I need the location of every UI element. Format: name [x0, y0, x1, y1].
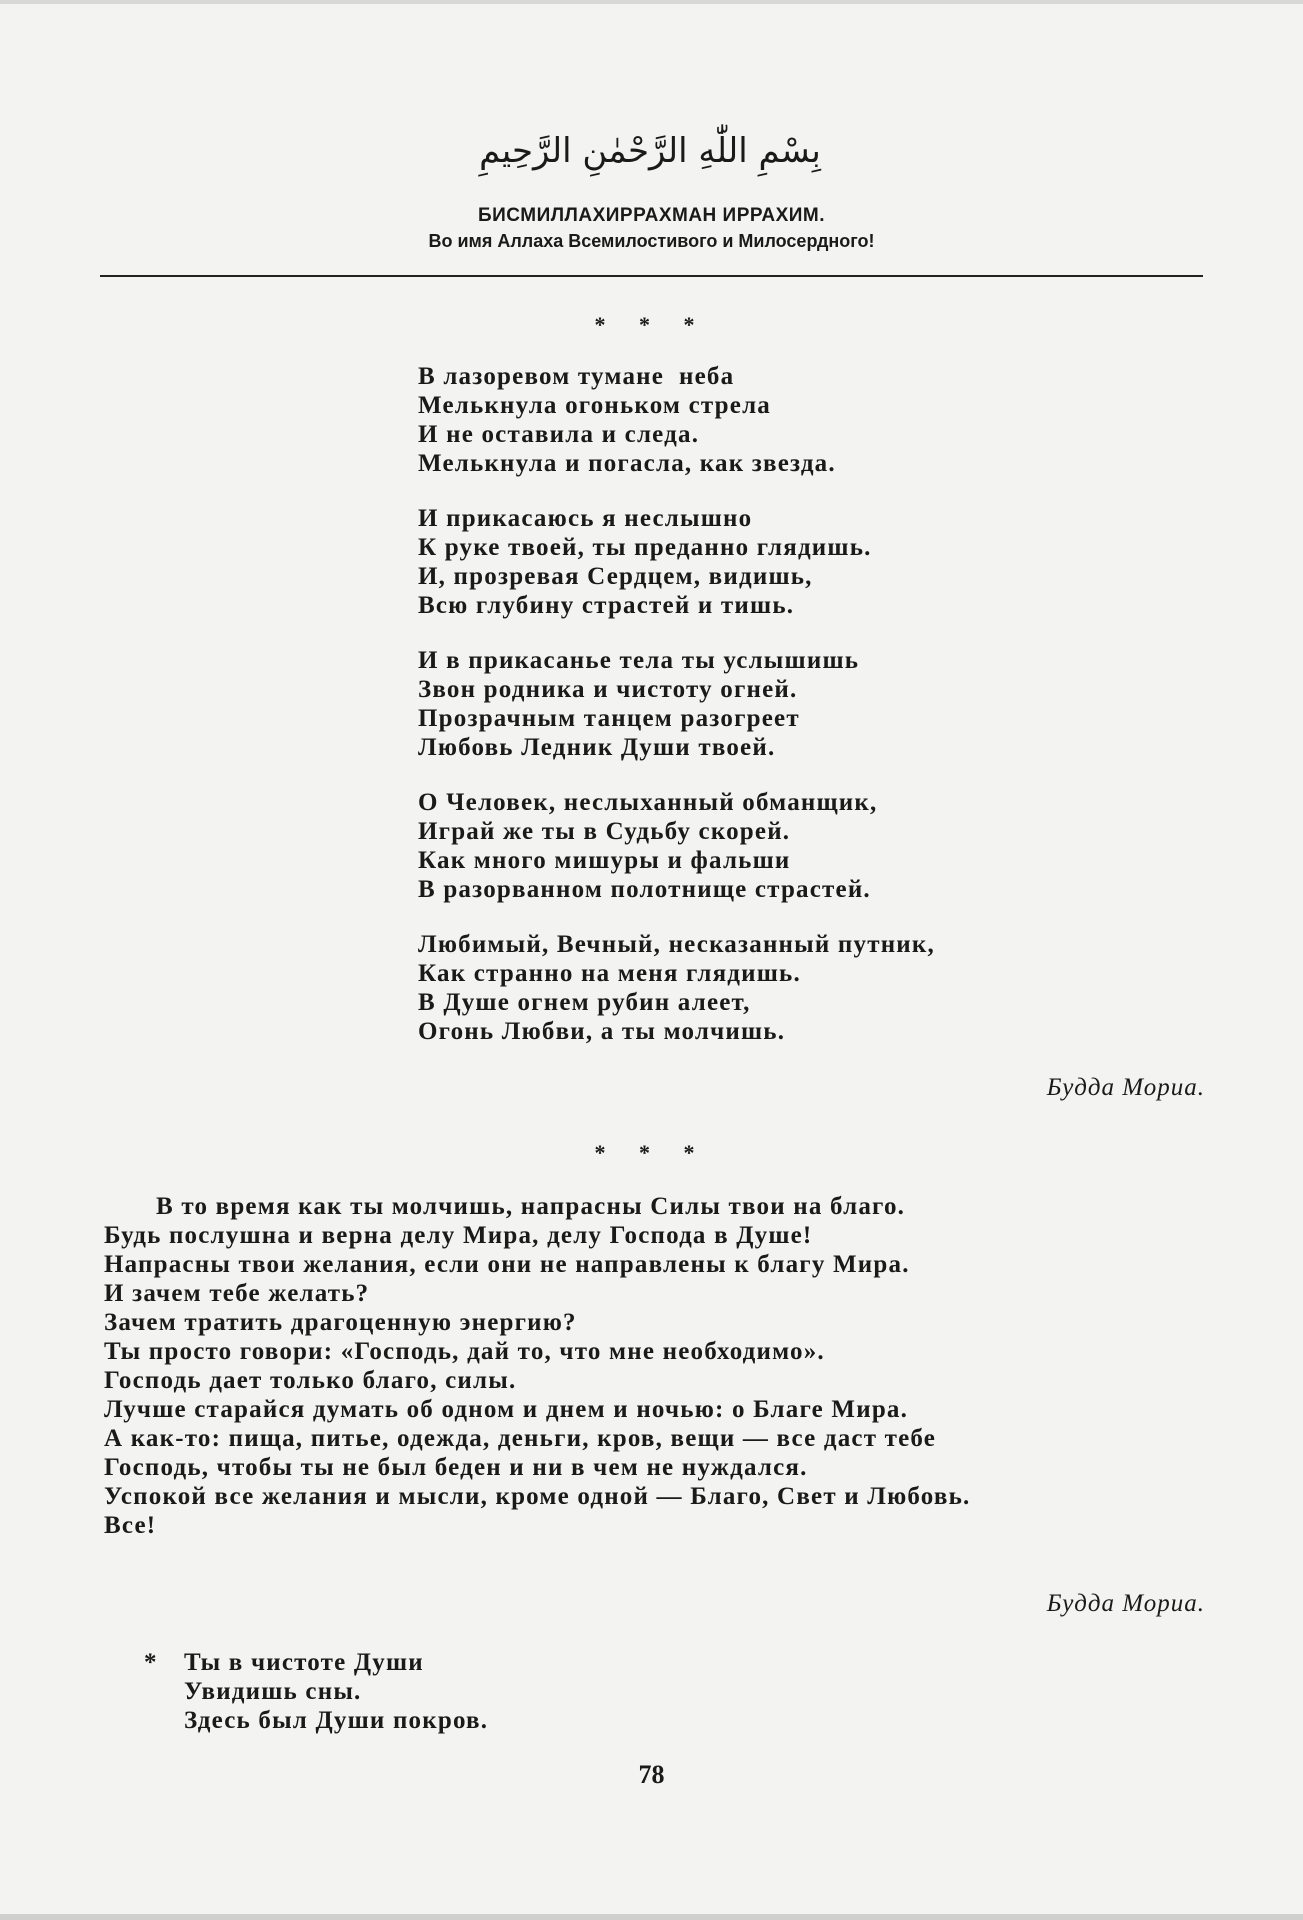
prose-block: [104, 1192, 1204, 1540]
calligraphy-text: بِسْمِ اللّٰهِ الرَّحْمٰنِ الرَّحِيمِ: [479, 131, 821, 171]
section-separator-1: * * *: [594, 312, 709, 337]
prose-line: Зачем тратить драгоценную энергию?: [104, 1309, 577, 1336]
prose-line: Господь, чтобы ты не был беден и ни в чем не нуждался.: [104, 1454, 808, 1481]
poem-line: О Человек, неслыханный обманщик,: [418, 789, 878, 816]
bismillah-calligraphy: [479, 118, 821, 188]
poem-stanza: [418, 646, 1118, 762]
poem-stanza: [418, 504, 1118, 620]
poem-line: Как странно на меня глядишь.: [418, 960, 801, 987]
poem-line: И в прикасанье тела ты услышишь: [418, 647, 860, 674]
poem-line: Мелькнула и погасла, как звезда.: [418, 450, 836, 477]
poem-line: Звон родника и чистоту огней.: [418, 676, 798, 703]
poem-line: Играй же ты в Судьбу скорей.: [418, 818, 791, 845]
poem-line: Всю глубину страстей и тишь.: [418, 592, 795, 619]
page-subtitle: Во имя Аллаха Всемилостивого и Милосердного!: [428, 231, 875, 251]
prose-signature: Будда Мориа.: [1046, 1590, 1205, 1617]
page-number: 78: [638, 1760, 665, 1789]
prose-line: Все!: [104, 1512, 157, 1539]
page-bottom-edge: [0, 1914, 1303, 1920]
prose-line: Напрасны твои желания, если они не направлены к благу Мира.: [104, 1251, 910, 1278]
footnote-line: Здесь был Души покров.: [184, 1707, 489, 1734]
page-title: БИСМИЛЛАХИРРАХМАН ИРРАХИМ.: [477, 205, 826, 226]
poem-line: В Душе огнем рубин алеет,: [418, 989, 751, 1016]
poem-line: Мелькнула огоньком стрела: [418, 392, 772, 419]
page-top-edge: [0, 0, 1303, 4]
poem: [418, 362, 1118, 1072]
footnote-marker: *: [144, 1649, 158, 1676]
prose-line: Успокой все желания и мысли, кроме одной — Благо, Свет и Любовь.: [104, 1483, 971, 1510]
poem-line: Как много мишуры и фальши: [418, 847, 791, 874]
footnote: [144, 1648, 744, 1735]
poem-line: Любимый, Вечный, несказанный путник,: [418, 931, 935, 958]
prose-line: Господь дает только благо, силы.: [104, 1367, 517, 1394]
poem-line: В разорванном полотнище страстей.: [418, 876, 871, 903]
poem-line: И не оставила и следа.: [418, 421, 700, 448]
header-divider: [100, 275, 1203, 277]
prose-line: Ты просто говори: «Господь, дай то, что мне необходимо».: [104, 1338, 825, 1365]
footnote-line: Ты в чистоте Души: [184, 1649, 424, 1676]
prose-line: И зачем тебе желать?: [104, 1280, 370, 1307]
poem-line: К руке твоей, ты преданно глядишь.: [418, 534, 872, 561]
poem-line: Огонь Любви, а ты молчишь.: [418, 1018, 786, 1045]
poem-signature: Будда Мориа.: [1046, 1074, 1205, 1101]
section-separator-2: * * *: [594, 1140, 709, 1165]
poem-line: И прикасаюсь я неслышно: [418, 505, 753, 532]
poem-line: В лазоревом тумане неба: [418, 363, 735, 390]
prose-line: А как-то: пища, питье, одежда, деньги, кров, вещи — все даст тебе: [104, 1425, 937, 1452]
prose-line: Будь послушна и верна делу Мира, делу Господа в Душе!: [104, 1222, 813, 1249]
footnote-line: Увидишь сны.: [184, 1678, 362, 1705]
poem-line: И, прозревая Сердцем, видишь,: [418, 563, 813, 590]
poem-stanza: [418, 788, 1118, 904]
poem-stanza: [418, 930, 1118, 1046]
poem-stanza: [418, 362, 1118, 478]
prose-line: Лучше старайся думать об одном и днем и ночью: о Благе Мира.: [104, 1396, 909, 1423]
poem-line: Прозрачным танцем разогреет: [418, 705, 800, 732]
poem-line: Любовь Ледник Души твоей.: [418, 734, 776, 761]
prose-line: В то время как ты молчишь, напрасны Силы твои на благо.: [156, 1193, 906, 1220]
